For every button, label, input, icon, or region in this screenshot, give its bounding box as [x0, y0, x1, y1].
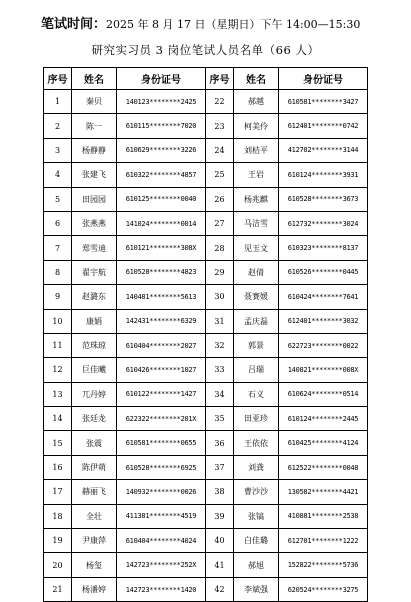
roster-body — [44, 90, 368, 602]
cell-name-left: 陈一 — [72, 114, 117, 138]
cell-seq-left: 9 — [44, 285, 72, 309]
cell-name-left: 陈伊萌 — [72, 455, 117, 479]
cell-name-right: 聂赛媛 — [234, 285, 279, 309]
cell-seq-right: 25 — [206, 163, 234, 187]
cell-id-left: 142723********1420 — [117, 577, 206, 601]
cell-seq-left: 1 — [44, 90, 72, 114]
cell-seq-right: 26 — [206, 187, 234, 211]
cell-id-right: 612522********0048 — [279, 455, 368, 479]
cell-name-right: 杨兆麒 — [234, 187, 279, 211]
cell-name-right: 李斌强 — [234, 577, 279, 601]
cell-seq-right: 31 — [206, 309, 234, 333]
cell-name-left: 张廷龙 — [72, 407, 117, 431]
table-row — [44, 309, 368, 333]
cell-id-right: 620524********3275 — [279, 577, 368, 601]
header-name-left: 姓名 — [72, 68, 117, 90]
cell-id-left: 610528********4823 — [117, 260, 206, 284]
header-name-right: 姓名 — [234, 68, 279, 90]
cell-id-right: 152822********5736 — [279, 553, 368, 577]
cell-seq-right: 23 — [206, 114, 234, 138]
cell-seq-right: 42 — [206, 577, 234, 601]
cell-name-left: 张燕燕 — [72, 211, 117, 235]
cell-id-left: 610121********308X — [117, 236, 206, 260]
cell-name-right: 孟庆磊 — [234, 309, 279, 333]
candidate-roster-table — [43, 67, 368, 602]
cell-seq-right: 38 — [206, 480, 234, 504]
table-row — [44, 480, 368, 504]
table-row — [44, 114, 368, 138]
cell-seq-left: 18 — [44, 504, 72, 528]
cell-name-right: 王岩 — [234, 163, 279, 187]
cell-name-right: 张镐 — [234, 504, 279, 528]
cell-name-right: 刘桔平 — [234, 138, 279, 162]
cell-id-right: 130582********4421 — [279, 480, 368, 504]
cell-seq-left: 15 — [44, 431, 72, 455]
table-row — [44, 407, 368, 431]
table-row — [44, 577, 368, 601]
cell-name-right: 郭景 — [234, 333, 279, 357]
table-row — [44, 260, 368, 284]
cell-id-left: 411381********4519 — [117, 504, 206, 528]
cell-seq-left: 12 — [44, 358, 72, 382]
table-row — [44, 431, 368, 455]
cell-id-right: 610528********3673 — [279, 187, 368, 211]
cell-id-left: 610125********0040 — [117, 187, 206, 211]
cell-seq-right: 37 — [206, 455, 234, 479]
cell-seq-right: 28 — [206, 236, 234, 260]
cell-seq-left: 14 — [44, 407, 72, 431]
table-row — [44, 455, 368, 479]
cell-id-left: 610528********6925 — [117, 455, 206, 479]
cell-seq-right: 24 — [206, 138, 234, 162]
cell-name-left: 全壮 — [72, 504, 117, 528]
cell-id-right: 412702********3144 — [279, 138, 368, 162]
cell-name-right: 郝越 — [234, 90, 279, 114]
table-row — [44, 236, 368, 260]
cell-id-right: 612732********3024 — [279, 211, 368, 235]
cell-id-right: 610425********4124 — [279, 431, 368, 455]
cell-seq-left: 4 — [44, 163, 72, 187]
cell-name-left: 康娟 — [72, 309, 117, 333]
cell-id-right: 610124********2445 — [279, 407, 368, 431]
header-id-right: 身份证号 — [279, 68, 368, 90]
cell-seq-right: 32 — [206, 333, 234, 357]
document-title: 研究实习员 3 岗位笔试人员名单（66 人） — [91, 43, 320, 57]
cell-id-left: 610426********1027 — [117, 358, 206, 382]
cell-name-right: 吕瑞 — [234, 358, 279, 382]
cell-id-right: 610581********3427 — [279, 90, 368, 114]
cell-id-left: 610629********3226 — [117, 138, 206, 162]
cell-id-right: 612701********1222 — [279, 529, 368, 553]
cell-id-right: 612401********3032 — [279, 309, 368, 333]
cell-seq-left: 17 — [44, 480, 72, 504]
table-row — [44, 529, 368, 553]
cell-name-right: 白佳璐 — [234, 529, 279, 553]
cell-seq-left: 11 — [44, 333, 72, 357]
cell-name-right: 石义 — [234, 382, 279, 406]
table-row — [44, 90, 368, 114]
cell-name-left: 田园园 — [72, 187, 117, 211]
table-row — [44, 285, 368, 309]
header-seq-right: 序号 — [206, 68, 234, 90]
cell-name-right: 见玉文 — [234, 236, 279, 260]
cell-seq-left: 3 — [44, 138, 72, 162]
cell-id-right: 610624********0514 — [279, 382, 368, 406]
table-row — [44, 163, 368, 187]
exam-time-label: 笔试时间： — [41, 17, 107, 32]
cell-name-left: 赵潞东 — [72, 285, 117, 309]
cell-id-left: 610122********1427 — [117, 382, 206, 406]
table-row — [44, 382, 368, 406]
table-row — [44, 211, 368, 235]
header-seq-left: 序号 — [44, 68, 72, 90]
cell-name-left: 赫丽飞 — [72, 480, 117, 504]
cell-seq-right: 34 — [206, 382, 234, 406]
cell-seq-left: 13 — [44, 382, 72, 406]
cell-id-left: 141024********0014 — [117, 211, 206, 235]
cell-seq-right: 33 — [206, 358, 234, 382]
cell-name-right: 郝旭 — [234, 553, 279, 577]
cell-id-left: 610404********2027 — [117, 333, 206, 357]
cell-id-right: 140821********008X — [279, 358, 368, 382]
cell-name-left: 张建飞 — [72, 163, 117, 187]
cell-name-right: 田亚珍 — [234, 407, 279, 431]
cell-seq-left: 16 — [44, 455, 72, 479]
cell-seq-left: 2 — [44, 114, 72, 138]
cell-id-right: 610424********7641 — [279, 285, 368, 309]
cell-id-left: 622322********201X — [117, 407, 206, 431]
cell-name-left: 杨潘婷 — [72, 577, 117, 601]
cell-id-right: 622723********0022 — [279, 333, 368, 357]
cell-id-left: 142723********252X — [117, 553, 206, 577]
cell-id-left: 610581********0655 — [117, 431, 206, 455]
cell-seq-left: 20 — [44, 553, 72, 577]
cell-name-left: 杨静静 — [72, 138, 117, 162]
cell-name-right: 马洁雪 — [234, 211, 279, 235]
cell-seq-right: 22 — [206, 90, 234, 114]
cell-name-left: 翟宇航 — [72, 260, 117, 284]
cell-name-left: 兀丹婷 — [72, 382, 117, 406]
cell-seq-right: 29 — [206, 260, 234, 284]
cell-id-right: 612401********0742 — [279, 114, 368, 138]
cell-id-left: 610322********4857 — [117, 163, 206, 187]
cell-seq-left: 6 — [44, 211, 72, 235]
cell-name-right: 赵倩 — [234, 260, 279, 284]
table-row — [44, 504, 368, 528]
cell-name-left: 杨玺 — [72, 553, 117, 577]
exam-time-value: 2025 年 8 月 17 日（星期日）下午 14:00—15:30 — [106, 18, 361, 31]
cell-name-right: 王依依 — [234, 431, 279, 455]
cell-seq-left: 7 — [44, 236, 72, 260]
table-row — [44, 358, 368, 382]
cell-seq-right: 36 — [206, 431, 234, 455]
cell-seq-right: 30 — [206, 285, 234, 309]
cell-name-left: 尹康萍 — [72, 529, 117, 553]
cell-seq-left: 10 — [44, 309, 72, 333]
cell-id-left: 140123********2425 — [117, 90, 206, 114]
cell-name-left: 范珠琼 — [72, 333, 117, 357]
table-row — [44, 187, 368, 211]
cell-id-left: 142431********6329 — [117, 309, 206, 333]
cell-id-right: 610124********3931 — [279, 163, 368, 187]
cell-name-left: 郑雪迪 — [72, 236, 117, 260]
cell-id-left: 140481********5613 — [117, 285, 206, 309]
header-id-left: 身份证号 — [117, 68, 206, 90]
cell-seq-right: 40 — [206, 529, 234, 553]
cell-name-right: 刘龚 — [234, 455, 279, 479]
cell-id-right: 610526********0445 — [279, 260, 368, 284]
cell-seq-right: 27 — [206, 211, 234, 235]
cell-name-right: 柯美伶 — [234, 114, 279, 138]
cell-seq-right: 35 — [206, 407, 234, 431]
cell-id-left: 610115********7020 — [117, 114, 206, 138]
cell-seq-left: 5 — [44, 187, 72, 211]
table-row — [44, 553, 368, 577]
cell-name-left: 秦贝 — [72, 90, 117, 114]
cell-name-left: 巨佳曦 — [72, 358, 117, 382]
cell-id-right: 410881********2538 — [279, 504, 368, 528]
table-row — [44, 333, 368, 357]
cell-seq-left: 19 — [44, 529, 72, 553]
cell-name-left: 张震 — [72, 431, 117, 455]
cell-seq-right: 41 — [206, 553, 234, 577]
table-row — [44, 138, 368, 162]
cell-id-left: 140932********0026 — [117, 480, 206, 504]
cell-id-left: 610404********4024 — [117, 529, 206, 553]
table-header-row — [44, 68, 368, 90]
exam-time-line — [41, 14, 391, 36]
cell-seq-left: 8 — [44, 260, 72, 284]
cell-name-right: 曹沙沙 — [234, 480, 279, 504]
cell-seq-right: 39 — [206, 504, 234, 528]
cell-seq-left: 21 — [44, 577, 72, 601]
cell-id-right: 610323********8137 — [279, 236, 368, 260]
